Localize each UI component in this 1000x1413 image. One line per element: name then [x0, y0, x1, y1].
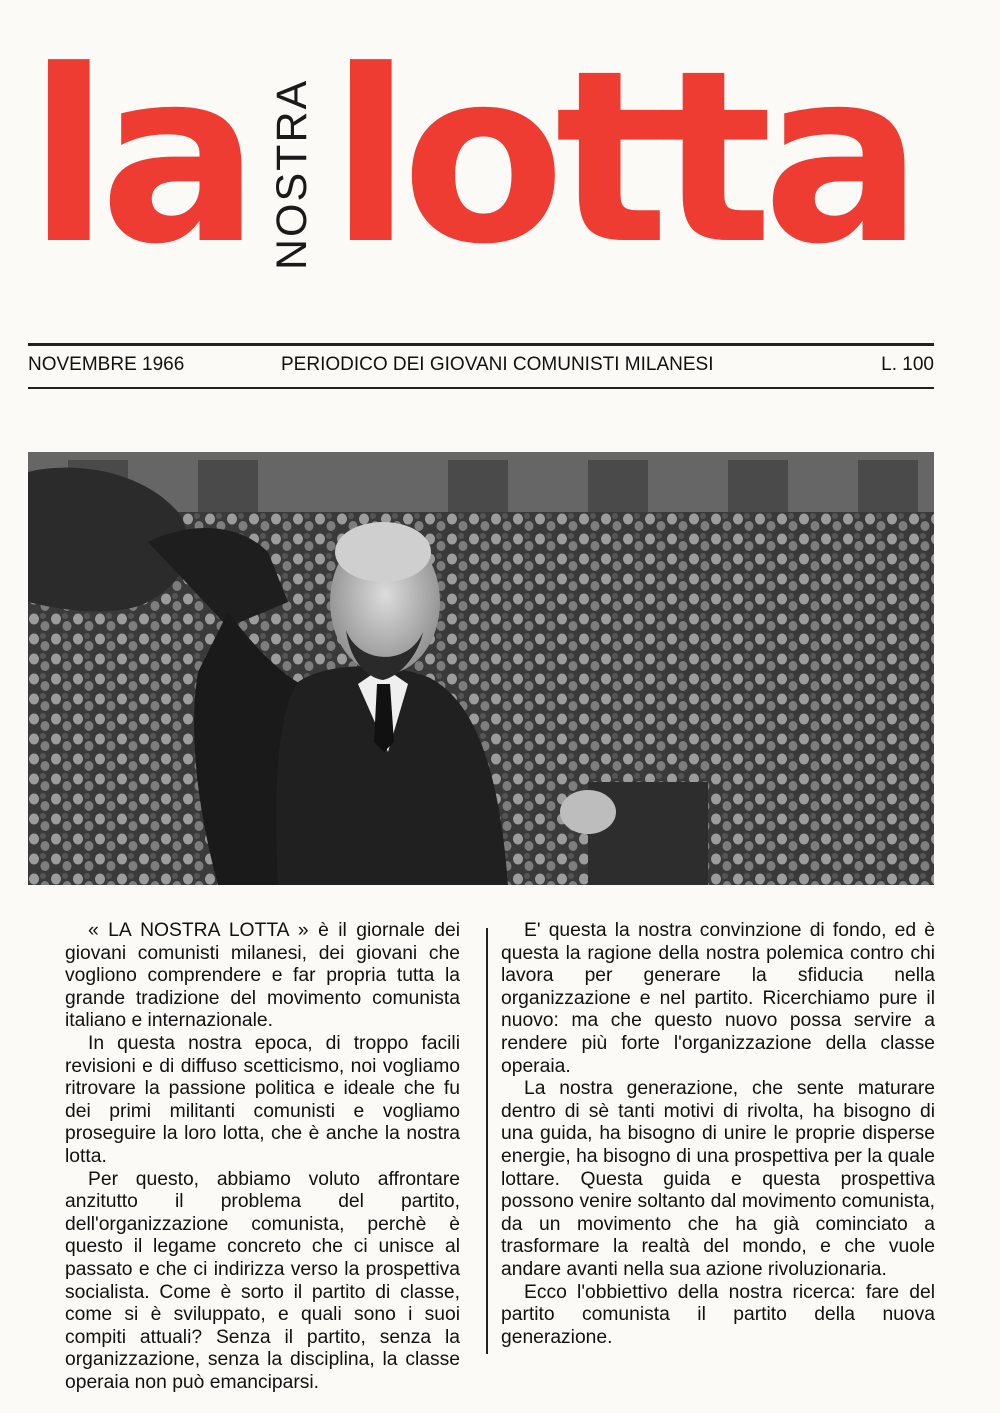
masthead-title-nostra: NOSTRA — [268, 78, 316, 270]
issue-date: NOVEMBRE 1966 — [28, 354, 185, 375]
periodical-subtitle: PERIODICO DEI GIOVANI COMUNISTI MILANESI — [281, 354, 714, 375]
article-right-column — [501, 920, 935, 1349]
article-paragraph: La nostra generazione, che sente maturare dentro di sè tanti motivi di rivolta, ha bisogno di una guida, ha bisogno di unire le proprie disperse energie, ha bisogno di una prospettiva per la quale lottare. Questa guida e questa prospettiva possono venire soltanto dal movimento comunista, da un movimento che ha già cominciato a trasformare la realtà del mondo, e che vuole andare avanti nella sua azione rivoluzionaria. — [501, 1078, 935, 1280]
article-paragraph: Per questo, abbiamo voluto affrontare anzitutto il problema del partito, dell'organizzazione comunista, perchè è questo il legame concreto che ci unisce al passato e che ci indirizza verso la prospettiva socialista. Come è sorto il partito di classe, come si è sviluppato, e quali sono i suoi compiti attuali? Senza il partito, senza la organizzazione, senza la disciplina, la classe operaia non può emanciparsi. — [65, 1168, 460, 1393]
article-left-column — [65, 920, 460, 1394]
cover-photo — [28, 452, 934, 885]
issue-bar-top-rule — [28, 343, 934, 346]
article-paragraph: E' questa la nostra convinzione di fondo, ed è questa la ragione della nostra polemica contro chi lavora per generare la sfiducia nella organizzazione e nel partito. Ricerchiamo pure il nuovo: ma che questo nuovo possa servire a rendere più forte l'organizzazione della classe operaia. — [501, 920, 935, 1077]
masthead-title-lotta: lotta — [330, 20, 914, 297]
article-paragraph: Ecco l'obbiettivo della nostra ricerca: fare del partito comunista il partito della nuova generazione. — [501, 1281, 935, 1348]
issue-price: L. 100 — [881, 354, 934, 375]
article-paragraph: In questa nostra epoca, di troppo facili revisioni e di diffuso scetticismo, noi vogliamo ritrovare la passione politica e ideale che fu dei primi militanti comunisti e vogliamo proseguire la loro lotta, che è anche la nostra lotta. — [65, 1032, 460, 1167]
masthead — [0, 0, 1000, 300]
masthead-title-la: la — [28, 20, 251, 297]
issue-bar-bottom-rule — [28, 387, 934, 389]
column-divider — [486, 928, 488, 1354]
issue-bar — [28, 354, 934, 384]
article-paragraph: « LA NOSTRA LOTTA » è il giornale dei giovani comunisti milanesi, dei giovani che vogliono comprendere e far propria tutta la grande tradizione del movimento comunista italiano e internazionale. — [65, 920, 460, 1032]
